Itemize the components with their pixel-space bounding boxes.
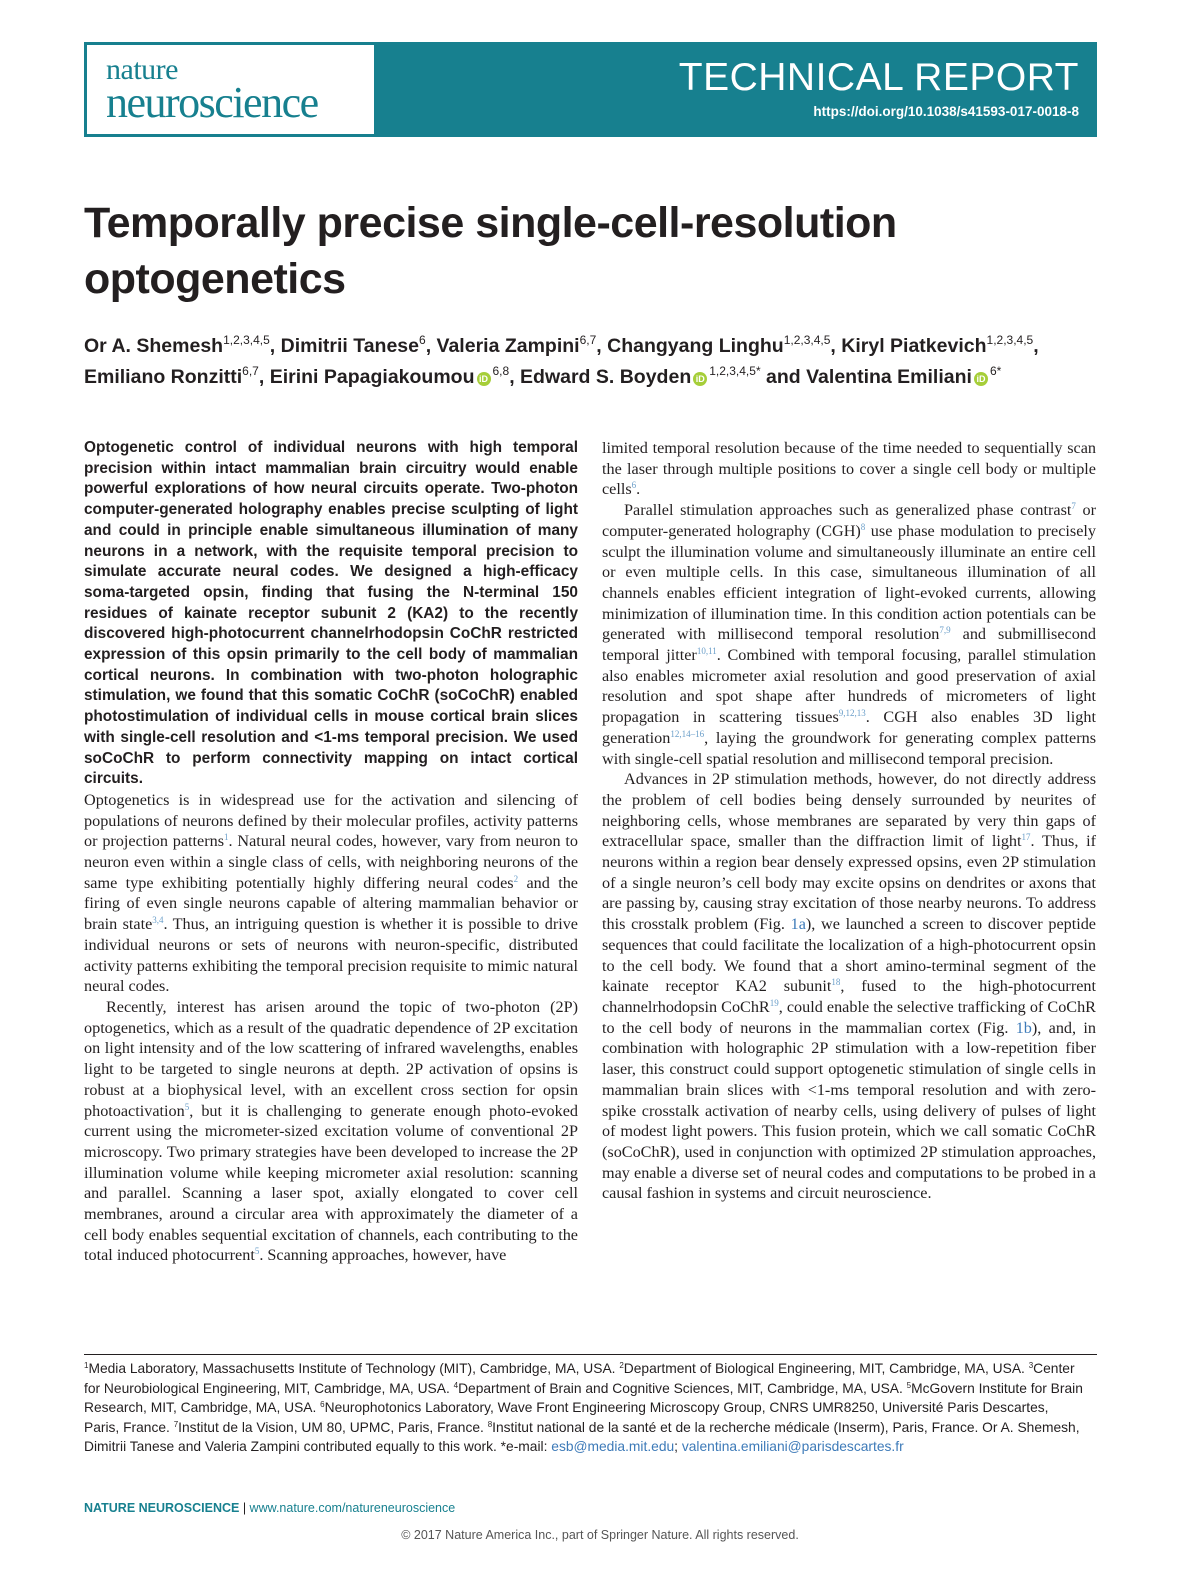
author-affiliation-ref: 6* <box>989 364 1002 378</box>
affiliation-number: 1 <box>84 1361 89 1370</box>
affiliation-number: 2 <box>619 1361 624 1370</box>
affiliation-number: 5 <box>906 1380 912 1390</box>
right-column <box>602 438 1096 1204</box>
citation-ref[interactable]: 18 <box>831 977 841 988</box>
figure-ref-link[interactable]: 1a <box>790 915 806 934</box>
body-paragraph: Recently, interest has arisen around the topic of two-photon (2P) optogenetics, which as a result of the quadratic dependence of 2P excitation on light intensity and of the low scattering of infrared wavelengths, enables light to be targeted to single neurons at depth. 2P activation of opsins is robust at a biophysical level, with an excellent cross section for opsin photoactivation$^5$, but it is challenging to generate enough photo-evoked current using the micrometer-sized excitation volume of conventional 2P microscopy. Two primary strategies have been developed to increase the 2P illumination volume while keeping micrometer axial resolution: scanning and parallel. Scanning a laser spot, axially elongated to cover cell membranes, around a circular area with approximately the diameter of a cell body enables sequential excitation of channels, each contributing to the total induced photocurrent$^5$. Scanning approaches, however, have <box>84 997 578 1265</box>
affiliation-number: 4 <box>453 1380 459 1390</box>
author-name[interactable]: Valeria Zampini <box>436 335 580 357</box>
affiliation-number: 7 <box>173 1419 179 1429</box>
author-affiliation-ref: 6,8 <box>492 364 510 378</box>
footer-separator: | <box>239 1501 250 1515</box>
doi-link[interactable]: https://doi.org/10.1038/s41593-017-0018-8 <box>813 104 1079 119</box>
footer-journal-name: NATURE NEUROSCIENCE <box>84 1501 240 1515</box>
author-affiliation-ref: 6,7 <box>242 364 259 378</box>
citation-ref[interactable]: 12,14–16 <box>670 728 705 739</box>
author-affiliation-ref: 1,2,3,4,5 <box>223 333 270 347</box>
citation-ref[interactable]: 1 <box>224 832 229 843</box>
citation-ref[interactable]: 5 <box>254 1246 260 1257</box>
body-paragraph: Parallel stimulation approaches such as generalized phase contrast$^7$ or computer-generated holography (CGH)$^8$ use phase modulation to precisely sculpt the illumination volume and simultaneously illuminate an entire cell or even multiple cells. In this case, simultaneous illumination of all channels enables efficient integration of light-evoked currents, allowing minimization of illumination time. In this condition action potentials can be generated with millisecond temporal resolution$^{7,9}$ and submillisecond temporal jitter$^{10,11}$. Combined with temporal focusing, parallel stimulation also enables micrometer axial resolution and good preservation of axial resolution and spot shape after hundreds of micrometers of light propagation in scattering tissues$^{9,12,13}$. CGH also enables 3D light generation$^{12,14-16}$, laying the groundwork for generating complex patterns with single-cell spatial resolution and millisecond temporal precision. <box>602 501 1097 768</box>
author-affiliation-ref: 6 <box>419 333 426 347</box>
body-paragraph: limited temporal resolution because of the time needed to sequentially scan the laser through multiple positions to cover a single cell body or multiple cells$^6$. <box>602 439 1096 499</box>
journal-banner <box>84 42 1097 137</box>
article-type-label: TECHNICAL REPORT <box>678 56 1079 99</box>
author-name[interactable]: Kiryl Piatkevich <box>841 335 987 357</box>
citation-ref[interactable]: 7,9 <box>939 625 951 636</box>
email-link[interactable]: esb@media.mit.edu <box>551 1439 675 1455</box>
citation-ref[interactable]: 17 <box>1021 832 1031 843</box>
author-name[interactable]: Or A. Shemesh <box>84 335 224 357</box>
left-column <box>84 438 578 1266</box>
body-paragraph: Optogenetics is in widespread use for the activation and silencing of populations of neurons defined by their molecular profiles, activity patterns or projection patterns$^1$. Natural neural codes, however, vary from neuron to neuron even within a single class of cells, with neighboring neurons of the same type exhibiting potentially highly differing neural codes$^2$ and the firing of even single neurons capable of altering mammalian behavior or brain state$^{3,4}$. Thus, an intriguing question is whether it is possible to drive individual neurons or sets of neurons with neuron-specific, distributed activity patterns exhibiting the temporal precision requisite to mimic natural neural codes. <box>84 790 578 996</box>
author-affiliation-ref: 1,2,3,4,5* <box>709 364 761 378</box>
orcid-icon[interactable]: iD <box>693 372 707 386</box>
journal-logo[interactable] <box>87 45 374 134</box>
author-list: Or A. Shemesh$^{1,2,3,4,5}$, Dimitrii Tanese$^6$, Valeria Zampini$^{6,7}$, Changyang Linghu$^{1,2,3,4,5}$, Kiryl Piatkevich$^{1,2,3,4,5}$, Emiliano Ronzitti$^{6,7}$, Eirini Papagiakoumou iD$^{6,8}$, Edward S. Boyden $iD^{1,2,3,4,5*}$ and Valentina Emiliani $iD^{6*}$ <box>84 333 1039 388</box>
copyright-notice: © 2017 Nature America Inc., part of Springer Nature. All rights reserved. <box>401 1528 799 1542</box>
citation-ref[interactable]: 9,12,13 <box>838 708 866 719</box>
affiliations-divider <box>84 1354 1097 1355</box>
citation-ref[interactable]: 5 <box>184 1101 190 1112</box>
citation-ref[interactable]: 7 <box>1071 501 1076 512</box>
logo-word-neuroscience: neuroscience <box>106 78 318 127</box>
citation-ref[interactable]: 8 <box>860 521 866 532</box>
footer-journal-line <box>84 1501 455 1515</box>
citation-ref[interactable]: 19 <box>769 997 779 1008</box>
abstract: Optogenetic control of individual neurons with high temporal precision within intact mammalian brain circuitry would enable powerful explorations of how neural circuits operate. Two-photon computer-generated holography enables precise sculpting of light and could in principle enable simultaneous illumination of many neurons in a network, with the requisite temporal precision to simulate accurate neural codes. We designed a high-efficacy soma-targeted opsin, finding that fusing the N-terminal 150 residues of kainate receptor subunit 2 (KA2) to the recently discovered high-photocurrent channelrhodopsin CoChR restricted expression of this opsin primarily to the cell body of mammalian cortical neurons. In combination with two-photon holographic stimulation, we found that this somatic CoChR (soCoChR) enabled photostimulation of individual cells in mouse cortical brain slices with single-cell resolution and <1-ms temporal precision. We used soCoChR to perform connectivity mapping on intact cortical circuits. <box>84 439 578 788</box>
citation-ref[interactable]: 3,4 <box>152 915 164 926</box>
author-affiliation-ref: 1,2,3,4,5 <box>783 333 831 347</box>
email-link[interactable]: valentina.emiliani@parisdescartes.fr <box>681 1439 904 1455</box>
author-name[interactable]: Changyang Linghu <box>607 335 784 357</box>
author-name[interactable]: Dimitrii Tanese <box>280 335 419 357</box>
author-name[interactable]: Emiliano Ronzitti <box>84 366 243 388</box>
citation-ref[interactable]: 6 <box>631 480 637 491</box>
citation-ref[interactable]: 2 <box>513 873 519 884</box>
footer-journal-url[interactable]: www.nature.com/natureneuroscience <box>249 1501 456 1515</box>
body-paragraph: Advances in 2P stimulation methods, however, do not directly address the problem of cell bodies being densely surrounded by neurites of neighboring cells, whose membranes are separated by very thin gaps of extracellular space, smaller than the diffraction limit of light$^{17}$. Thus, if neurons within a region bear densely expressed opsins, even 2P stimulation of a single neuron’s cell body may excite opsins on dendrites or axons that are passing by, causing stray excitation of those nearby neurons. To address this crosstalk problem (Fig. 1a), we launched a screen to discover peptide sequences that could facilitate the localization of a high-photocurrent opsin to the cell body. We found that a short amino-terminal segment of the kainate receptor KA2 subunit$^{18}$, fused to the high-photocurrent channelrhodopsin CoChR$^{19}$, could enable the selective trafficking of CoChR to the cell body of neurons in the mammalian cortex (Fig. 1b), and, in combination with holographic 2P stimulation with a low-repetition fiber laser, this construct could support optogenetic stimulation of single cells in mammalian brain slices with <1-ms temporal resolution and with zero-spike crosstalk activation of nearby cells, using delivery of pulses of light of modest light powers. This fusion protein, which we call somatic CoChR (soCoChR), used in conjunction with optimized 2P stimulation approaches, may enable a diverse set of neural codes and computations to be probed in a causal fashion in systems and circuit neuroscience. <box>602 770 1096 1203</box>
article-title: Temporally precise single-cell-resolution optogenetics <box>84 199 897 303</box>
author-name[interactable]: Edward S. Boyden <box>520 366 692 388</box>
author-name[interactable]: Eirini Papagiakoumou <box>269 366 475 388</box>
affiliation-number: 8 <box>487 1419 493 1429</box>
author-affiliation-ref: 6,7 <box>579 333 597 347</box>
affiliation-number: 6 <box>320 1400 325 1410</box>
affiliations: $^1$Media Laboratory, Massachusetts Institute of Technology (MIT), Cambridge, MA, USA. $^2$Department of Biological Engineering, MIT, Cambridge, MA, USA. $^3$Center for Neurobiological Engineering, MIT, Cambridge, MA, USA. $^4$Department of Brain and Cognitive Sciences, MIT, Cambridge, MA, USA. $^5$McGovern Institute for Brain Research, MIT, Cambridge, MA, USA. $^6$Neurophotonics Laboratory, Wave Front Engineering Microscopy Group, CNRS UMR8250, Université Paris Descartes, Paris, France. $^7$Institut de la Vision, UM 80, UPMC, Paris, France. $^8$Institut national de la santé et de la recherche médicale (Inserm), Paris, France. Or A. Shemesh, Dimitrii Tanese and Valeria Zampini contributed equally to this work. *e-mail: esb@media.mit.edu; valentina.emiliani@parisdescartes.fr <box>84 1361 1083 1455</box>
citation-ref[interactable]: 10,11 <box>696 646 717 657</box>
orcid-icon[interactable]: iD <box>477 372 491 386</box>
figure-ref-link[interactable]: 1b <box>1015 1018 1032 1037</box>
affiliation-number: 3 <box>1028 1361 1034 1370</box>
author-affiliation-ref: 1,2,3,4,5 <box>986 333 1034 347</box>
orcid-icon[interactable]: iD <box>974 372 988 386</box>
logo-word-nature: nature <box>106 53 178 86</box>
author-name[interactable]: Valentina Emiliani <box>806 366 972 388</box>
